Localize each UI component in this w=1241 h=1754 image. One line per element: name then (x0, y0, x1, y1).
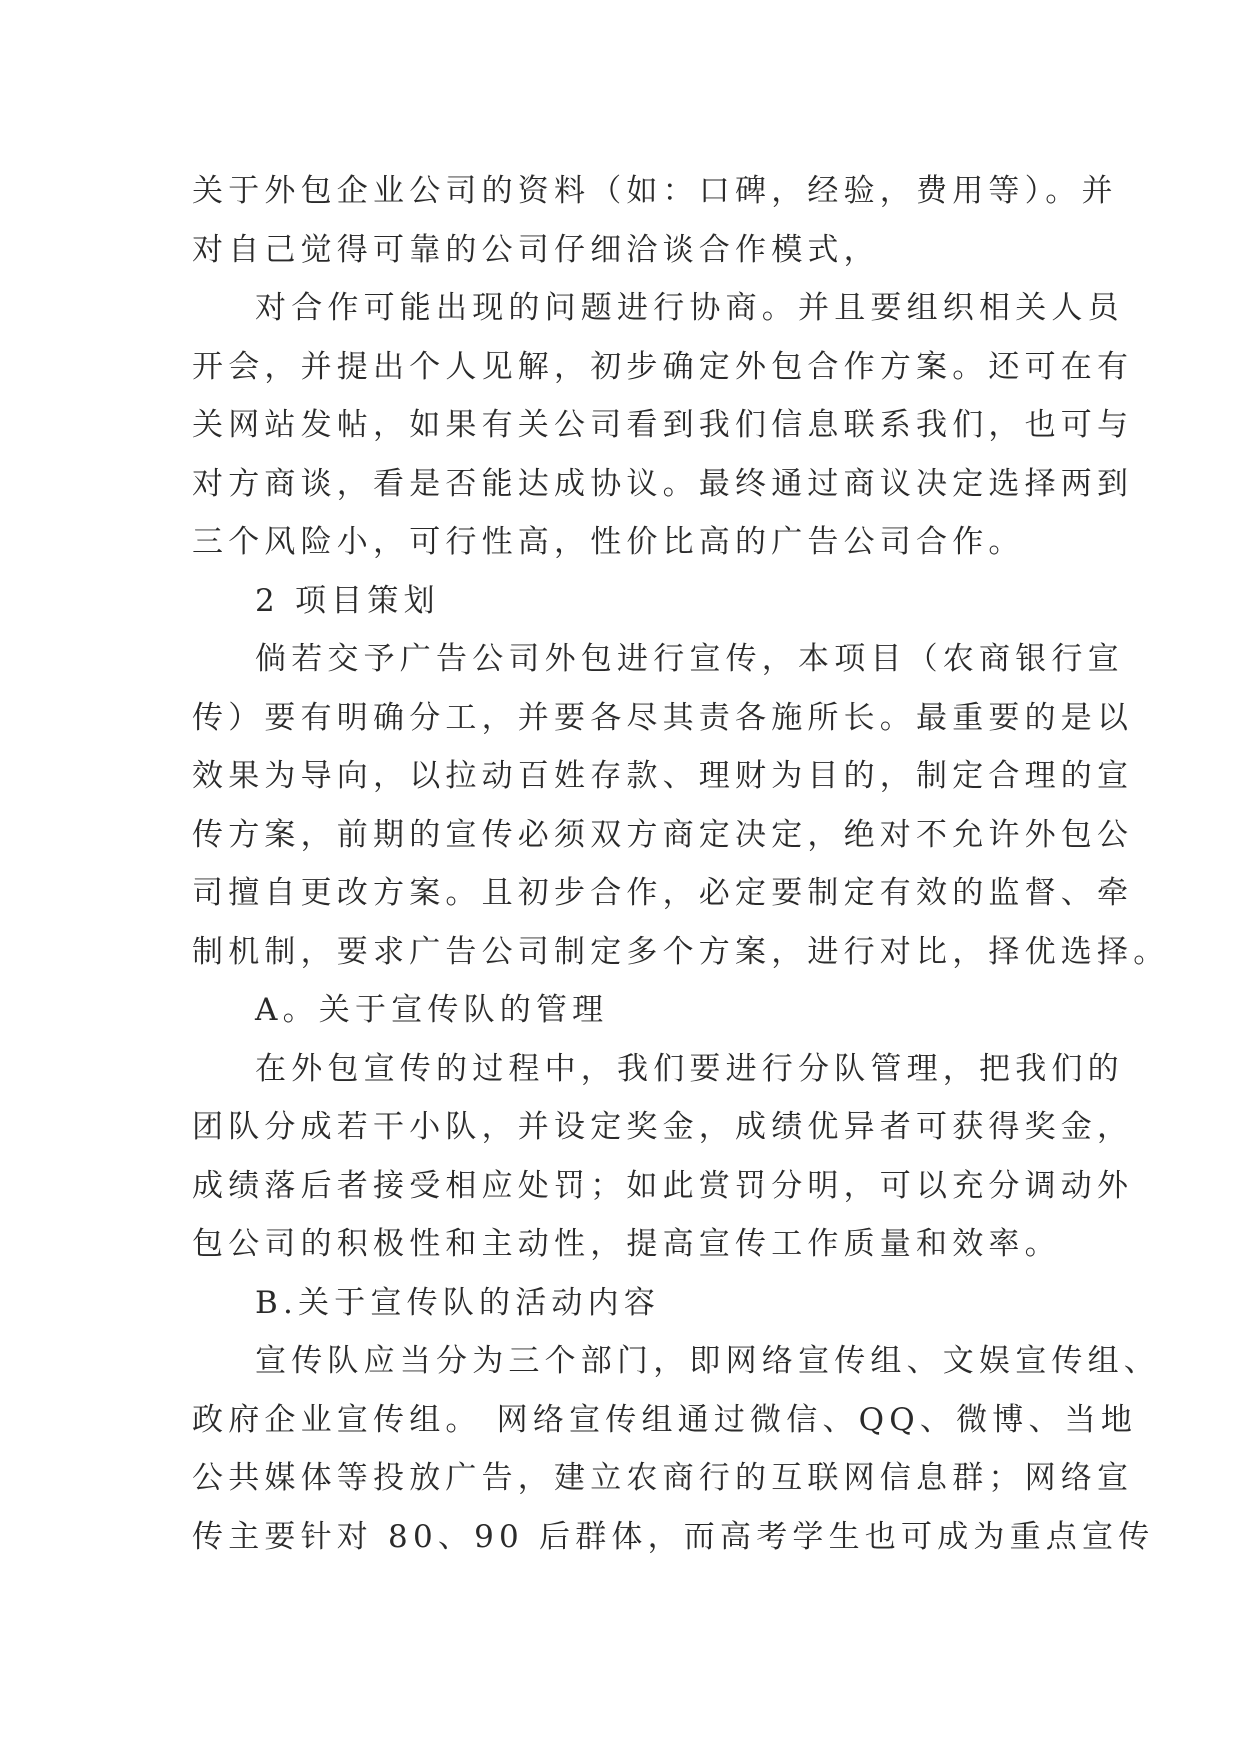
text-line: 公共媒体等投放广告，建立农商行的互联网信息群；网络宣 (192, 1460, 1134, 1496)
subsection-heading: B.关于宣传队的活动内容 (255, 1284, 661, 1321)
text-line: 传）要有明确分工，并要各尽其责各施所长。最重要的是以 (192, 699, 1134, 736)
text-line: 对合作可能出现的问题进行协商。并且要组织相关人员 (255, 290, 1124, 326)
text-line: 开会，并提出个人见解，初步确定外包合作方案。还可在有 (192, 348, 1134, 385)
text-line: 传方案，前期的宣传必须双方商定决定，绝对不允许外包公 (192, 816, 1134, 853)
text-line: 传主要针对 80、90 后群体，而高考学生也可成为重点宣传 (192, 1518, 1155, 1555)
text-line: 三个风险小，可行性高，性价比高的广告公司合作。 (192, 524, 1025, 560)
text-line: 包公司的积极性和主动性，提高宣传工作质量和效率。 (192, 1226, 1061, 1262)
text-line: 制机制，要求广告公司制定多个方案，进行对比，择优选择。 (192, 933, 1170, 970)
text-line: 宣传队应当分为三个部门，即网络宣传组、文娱宣传组、 (255, 1343, 1160, 1379)
text-line: 在外包宣传的过程中，我们要进行分队管理，把我们的 (255, 1050, 1124, 1087)
section-heading: 2 项目策划 (255, 582, 440, 619)
text-line: 对方商谈，看是否能达成协议。最终通过商议决定选择两到 (192, 465, 1134, 502)
text-line: 效果为导向，以拉动百姓存款、理财为目的，制定合理的宣 (192, 758, 1134, 794)
text-line: 团队分成若干小队，并设定奖金，成绩优异者可获得奖金， (192, 1109, 1134, 1145)
subsection-heading: A。关于宣传队的管理 (255, 992, 609, 1028)
text-line: 司擅自更改方案。且初步合作，必定要制定有效的监督、牵 (192, 875, 1134, 911)
text-line: 对自己觉得可靠的公司仔细洽谈合作模式， (192, 231, 880, 268)
text-line: 倘若交予广告公司外包进行宣传，本项目（农商银行宣 (255, 641, 1124, 677)
text-line: 政府企业宣传组。 网络宣传组通过微信、QQ、微博、当地 (192, 1401, 1138, 1438)
body-text (192, 162, 1170, 1566)
text-line: 成绩落后者接受相应处罚；如此赏罚分明，可以充分调动外 (192, 1167, 1134, 1204)
text-line: 关网站发帖，如果有关公司看到我们信息联系我们，也可与 (192, 407, 1134, 443)
text-line: 关于外包企业公司的资料（如：口碑，经验，费用等）。并 (192, 173, 1118, 209)
